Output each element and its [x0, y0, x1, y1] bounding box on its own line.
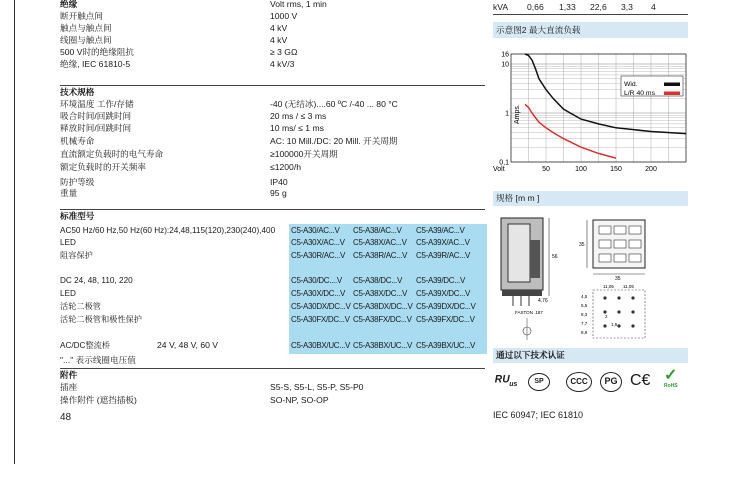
pin-dot	[617, 324, 620, 327]
top-row-value: ≥ 3 GΩ	[270, 47, 298, 57]
model-code: C5-A38/DC...V	[353, 276, 403, 285]
model-code: C5-A38DX/DC...V	[353, 302, 413, 311]
top-row-value: 1000 V	[270, 11, 298, 21]
std-row-label: LED	[60, 238, 76, 247]
note: "..." 表示线圈电压值	[60, 355, 136, 365]
tech-row-value: AC: 10 Mill./DC: 20 Mill. 开关周期	[270, 136, 398, 146]
dim-s2: 5,5	[581, 303, 588, 308]
top-row-label: 断开触点间	[60, 11, 103, 21]
relay-label	[530, 240, 540, 278]
tech-row-label: 吸合时间/回跳时间	[60, 111, 132, 121]
top-row-value: 4 kV/3	[270, 59, 295, 69]
model-code: C5-A39FX/DC...V	[416, 315, 475, 324]
model-code: C5-A30R/AC...V	[291, 251, 346, 260]
y-axis-label: Amps.	[514, 104, 521, 124]
contact	[614, 226, 626, 234]
acc-row-label: 操作附件 (遮挡插板)	[60, 395, 137, 405]
ce-mark: C€	[630, 372, 651, 389]
tech-row-value: IP40	[270, 177, 288, 187]
model-code: C5-A39X/DC...V	[416, 289, 471, 298]
std-row-label: 活轮二极管和极性保护	[60, 315, 142, 324]
kva-value: 1,33	[559, 2, 576, 12]
contact	[614, 240, 626, 248]
model-code: C5-A38FX/DC...V	[353, 315, 412, 324]
acc-row-label: 插座	[60, 382, 78, 392]
tech-row-value: 95 g	[270, 188, 287, 198]
acc-row-value: SO-NP, SO-OP	[270, 395, 329, 405]
x-tick-label: 150	[610, 166, 622, 173]
model-code: C5-A39X/AC...V	[416, 238, 470, 247]
top-row-label: 绝缘, IEC 61810-5	[60, 59, 131, 69]
std-row-label: DC 24, 48, 110, 220	[60, 276, 133, 285]
divider	[60, 368, 485, 369]
model-code: C5-A38X/DC...V	[353, 289, 408, 298]
rohs-mark	[664, 368, 684, 394]
divider	[60, 85, 485, 86]
model-code: C5-A30DX/DC...V	[291, 302, 351, 311]
y-tick-label: 0,1	[499, 159, 509, 167]
dim-2: 2	[605, 314, 608, 319]
tech-row-value: 20 ms / ≤ 3 ms	[270, 111, 327, 121]
dim-476: 4,76	[538, 298, 548, 304]
pin-dot	[631, 310, 634, 313]
contact	[629, 254, 641, 262]
model-code: C5-A30BX/UC...V	[291, 341, 351, 350]
pin-dot	[603, 296, 606, 299]
dim-1105b: 11,05	[623, 284, 634, 289]
ul-mark: ᴿᵁus	[494, 373, 518, 390]
tech-row-label: 防护等级	[60, 177, 95, 187]
divider	[493, 14, 688, 15]
dim-15: 1,5	[611, 322, 618, 327]
faston-label: FASTON .187	[515, 310, 543, 315]
top-row-label: 线圈与触点间	[60, 35, 112, 45]
legend-label: L/R 40 ms	[624, 90, 655, 97]
model-code: C5-A39/DC...V	[416, 276, 466, 285]
model-code: C5-A30X/DC...V	[291, 289, 346, 298]
divider	[60, 209, 485, 210]
contact	[629, 226, 641, 234]
std-title: 标准型号	[60, 211, 95, 221]
std-row-label: LED	[60, 289, 76, 298]
legend-label: Wid.	[624, 81, 638, 88]
tech-row-value: ≤1200/h	[270, 162, 302, 172]
top-row-label: 触点与触点间	[60, 23, 112, 33]
x-tick-label: 100	[575, 166, 587, 173]
contact	[614, 254, 626, 262]
dim-s4: 7,7	[581, 321, 588, 326]
tech-row-label: 额定负载时的开关频率	[60, 162, 146, 172]
tech-row-value: -40 (无结冰)....60 ºC /-40 ... 80 °C	[270, 99, 398, 109]
x-tick-label: 200	[645, 166, 657, 173]
model-code: C5-A30/AC...V	[291, 226, 340, 235]
kva-value: 0,66	[527, 2, 544, 12]
contact	[599, 226, 611, 234]
top-row-label: 500 V时的绝缘阻抗	[60, 47, 135, 57]
chart-title: 示意图2 最大直流负载	[496, 25, 581, 35]
contact	[599, 240, 611, 248]
pin-dot	[631, 296, 634, 299]
tech-row-value: ≥100000开关周期	[270, 149, 338, 159]
pin-dots	[603, 296, 634, 327]
top-row-value: 4 kV	[270, 23, 288, 33]
acc-title: 附件	[60, 370, 78, 380]
dim-s5: 8,9	[581, 330, 588, 335]
model-code: C5-A38R/AC...V	[353, 251, 408, 260]
tech-row-label: 释放时间/回跳时间	[60, 123, 132, 133]
legend-swatch	[664, 83, 680, 87]
y-tick-label: 16	[501, 51, 509, 59]
legend-swatch	[664, 92, 680, 96]
model-code: C5-A39BX/UC...V	[416, 341, 476, 350]
dim-s1: 4,5	[581, 294, 588, 299]
std-row-label: 阻容保护	[60, 251, 93, 260]
x-axis-label: Volt	[493, 166, 505, 173]
model-code: C5-A38BX/UC...V	[353, 341, 413, 350]
pin-dot	[617, 296, 620, 299]
pin-dot	[631, 324, 634, 327]
acc-row-value: S5-S, S5-L, S5-P, S5-P0	[270, 382, 364, 392]
standards: IEC 60947; IEC 61810	[493, 410, 584, 420]
top-row-value: Volt rms, 1 min	[270, 0, 327, 9]
dim-s3: 8,3	[581, 312, 588, 317]
pin-dot	[603, 324, 606, 327]
std-row-label: AC/DC整流桥	[60, 341, 111, 350]
y-tick-label: 10	[501, 61, 509, 69]
cert-title: 通过以下技术认证	[496, 350, 565, 360]
pg-mark: PG	[600, 372, 622, 392]
page-left-border	[14, 0, 15, 464]
contact	[599, 254, 611, 262]
kva-value: 4	[651, 2, 656, 12]
kva-value: 22,6	[590, 2, 607, 12]
dimension-drawing	[493, 214, 688, 342]
model-code: C5-A39R/AC...V	[416, 251, 471, 260]
std-row-label: 活轮二极管	[60, 302, 101, 311]
std-row-extra: 24 V, 48 V, 60 V	[157, 340, 219, 350]
tech-row-value: 10 ms/ ≤ 1 ms	[270, 123, 324, 133]
ccc-mark: CCC	[566, 372, 592, 392]
pin-dot	[617, 310, 620, 313]
std-row-label: AC50 Hz/60 Hz,50 Hz(60 Hz):24,48,115(120),230(240),400	[60, 226, 276, 235]
tech-title: 技术规格	[60, 87, 95, 97]
dc-load-chart	[493, 46, 688, 176]
page-number: 48	[60, 412, 72, 423]
model-code: C5-A30X/AC...V	[291, 238, 345, 247]
model-code: C5-A30/DC....V	[291, 276, 342, 285]
spec-title: 规格 [m m ]	[496, 193, 540, 203]
kva-label: kVA	[493, 2, 509, 12]
relay-base	[502, 290, 542, 296]
check-icon: ✓	[664, 367, 678, 384]
dim-56: 56	[552, 254, 558, 260]
dim-35-h: 35	[579, 242, 585, 248]
rohs-text: RoHS	[664, 383, 678, 389]
top-row-value: 4 kV	[270, 35, 288, 45]
dim-1105a: 11,05	[603, 284, 614, 289]
model-code: C5-A39/AC...V	[416, 226, 465, 235]
dim-35-w: 35	[615, 276, 621, 282]
y-tick-label: 1	[505, 110, 509, 118]
kva-value: 3,3	[621, 2, 633, 12]
model-code: C5-A38X/AC...V	[353, 238, 407, 247]
top-row-label: 绝缘	[60, 0, 78, 9]
x-tick-label: 50	[542, 166, 550, 173]
model-code: C5-A39DX/DC...V	[416, 302, 476, 311]
tech-row-label: 重量	[60, 188, 78, 198]
tech-row-label: 直流额定负载时的电气寿命	[60, 149, 164, 159]
contact	[629, 240, 641, 248]
csa-mark: SP	[528, 373, 550, 391]
relay-window	[508, 224, 530, 282]
tech-row-label: 环境温度 工作/存储	[60, 99, 134, 109]
tech-row-label: 机械寿命	[60, 136, 95, 146]
model-code: C5-A30FX/DC...V	[291, 315, 350, 324]
model-code: C5-A38/AC...V	[353, 226, 402, 235]
